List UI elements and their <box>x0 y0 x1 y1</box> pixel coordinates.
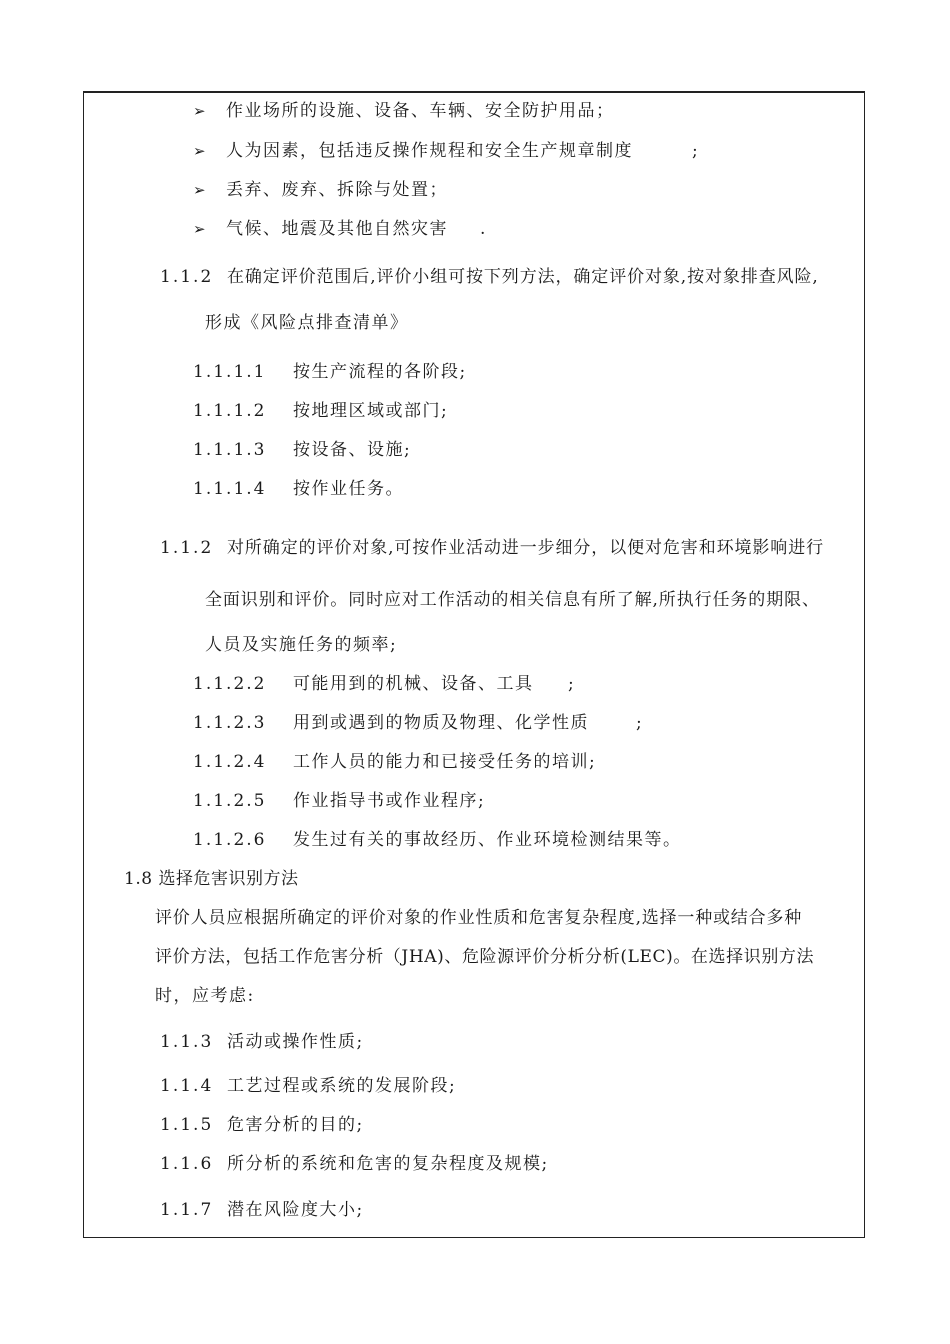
list-item: 活动或操作性质; <box>227 1032 364 1052</box>
list-item: 工作人员的能力和已接受任务的培训; <box>293 752 597 772</box>
bullet-item: 人为因素，包括违反操作规程和安全生产规章制度 <box>226 141 633 161</box>
bullet-item: 作业场所的设施、设备、车辆、安全防护用品； <box>226 101 615 121</box>
arrow-bullet-icon: ➢ <box>193 142 206 160</box>
list-item-trailer: ; <box>568 674 576 694</box>
bullet-item-trailer: . <box>480 219 487 239</box>
list-number: 1.1.2.3 <box>193 713 267 733</box>
paragraph-line: 时，应考虑: <box>155 986 255 1006</box>
arrow-bullet-icon: ➢ <box>193 102 206 120</box>
list-number: 1.1.1.1 <box>193 362 267 382</box>
list-item: 潜在风险度大小; <box>227 1200 364 1220</box>
list-number: 1.1.5 <box>160 1115 214 1135</box>
bullet-item: 丢弃、废弃、拆除与处置； <box>226 180 448 200</box>
arrow-bullet-icon: ➢ <box>193 220 206 238</box>
list-number: 1.1.7 <box>160 1200 214 1220</box>
list-number: 1.1.2.6 <box>193 830 267 850</box>
list-item: 发生过有关的事故经历、作业环境检测结果等。 <box>293 830 682 850</box>
paragraph-line: 人员及实施任务的频率; <box>205 635 398 655</box>
list-number: 1.1.1.4 <box>193 479 267 499</box>
list-number: 1.1.3 <box>160 1032 214 1052</box>
arrow-bullet-icon: ➢ <box>193 181 206 199</box>
list-item: 危害分析的目的; <box>227 1115 364 1135</box>
paragraph-line: 形成《风险点排查清单》 <box>205 313 409 333</box>
list-item-trailer: ; <box>636 713 644 733</box>
paragraph-line: 评价人员应根据所确定的评价对象的作业性质和危害复杂程度,选择一种或结合多种 <box>155 908 803 928</box>
paragraph-line: 对所确定的评价对象,可按作业活动进一步细分，以便对危害和环境影响进行 <box>227 538 825 558</box>
list-item: 所分析的系统和危害的复杂程度及规模; <box>227 1154 549 1174</box>
section-number: 1.1.2 <box>160 538 214 558</box>
paragraph-line: 全面识别和评价。同时应对工作活动的相关信息有所了解,所执行任务的期限、 <box>205 590 820 610</box>
list-number: 1.1.6 <box>160 1154 214 1174</box>
list-item: 按地理区域或部门; <box>293 401 449 421</box>
bullet-item: 气候、地震及其他自然灾害 <box>226 219 448 239</box>
list-number: 1.1.2.5 <box>193 791 267 811</box>
list-item: 按生产流程的各阶段; <box>293 362 467 382</box>
list-number: 1.1.1.2 <box>193 401 267 421</box>
list-item: 作业指导书或作业程序; <box>293 791 486 811</box>
list-item: 按作业任务。 <box>293 479 404 499</box>
list-number: 1.1.4 <box>160 1076 214 1096</box>
section-heading: 1.8 选择危害识别方法 <box>124 869 299 889</box>
list-item: 用到或遇到的物质及物理、化学性质 <box>293 713 589 733</box>
paragraph-line: 评价方法，包括工作危害分析（JHA)、危险源评价分析分析(LEC)。在选择识别方法 <box>155 947 815 967</box>
bullet-item-trailer: ; <box>692 141 700 161</box>
list-item: 工艺过程或系统的发展阶段; <box>227 1076 457 1096</box>
paragraph-line: 在确定评价范围后,评价小组可按下列方法，确定评价对象,按对象排查风险, <box>227 267 819 287</box>
document-frame <box>83 92 865 1238</box>
section-number: 1.1.2 <box>160 267 214 287</box>
list-number: 1.1.2.4 <box>193 752 267 772</box>
list-number: 1.1.2.2 <box>193 674 267 694</box>
list-number: 1.1.1.3 <box>193 440 267 460</box>
frame-top-border <box>83 91 865 93</box>
list-item: 按设备、设施; <box>293 440 412 460</box>
list-item: 可能用到的机械、设备、工具 <box>293 674 534 694</box>
